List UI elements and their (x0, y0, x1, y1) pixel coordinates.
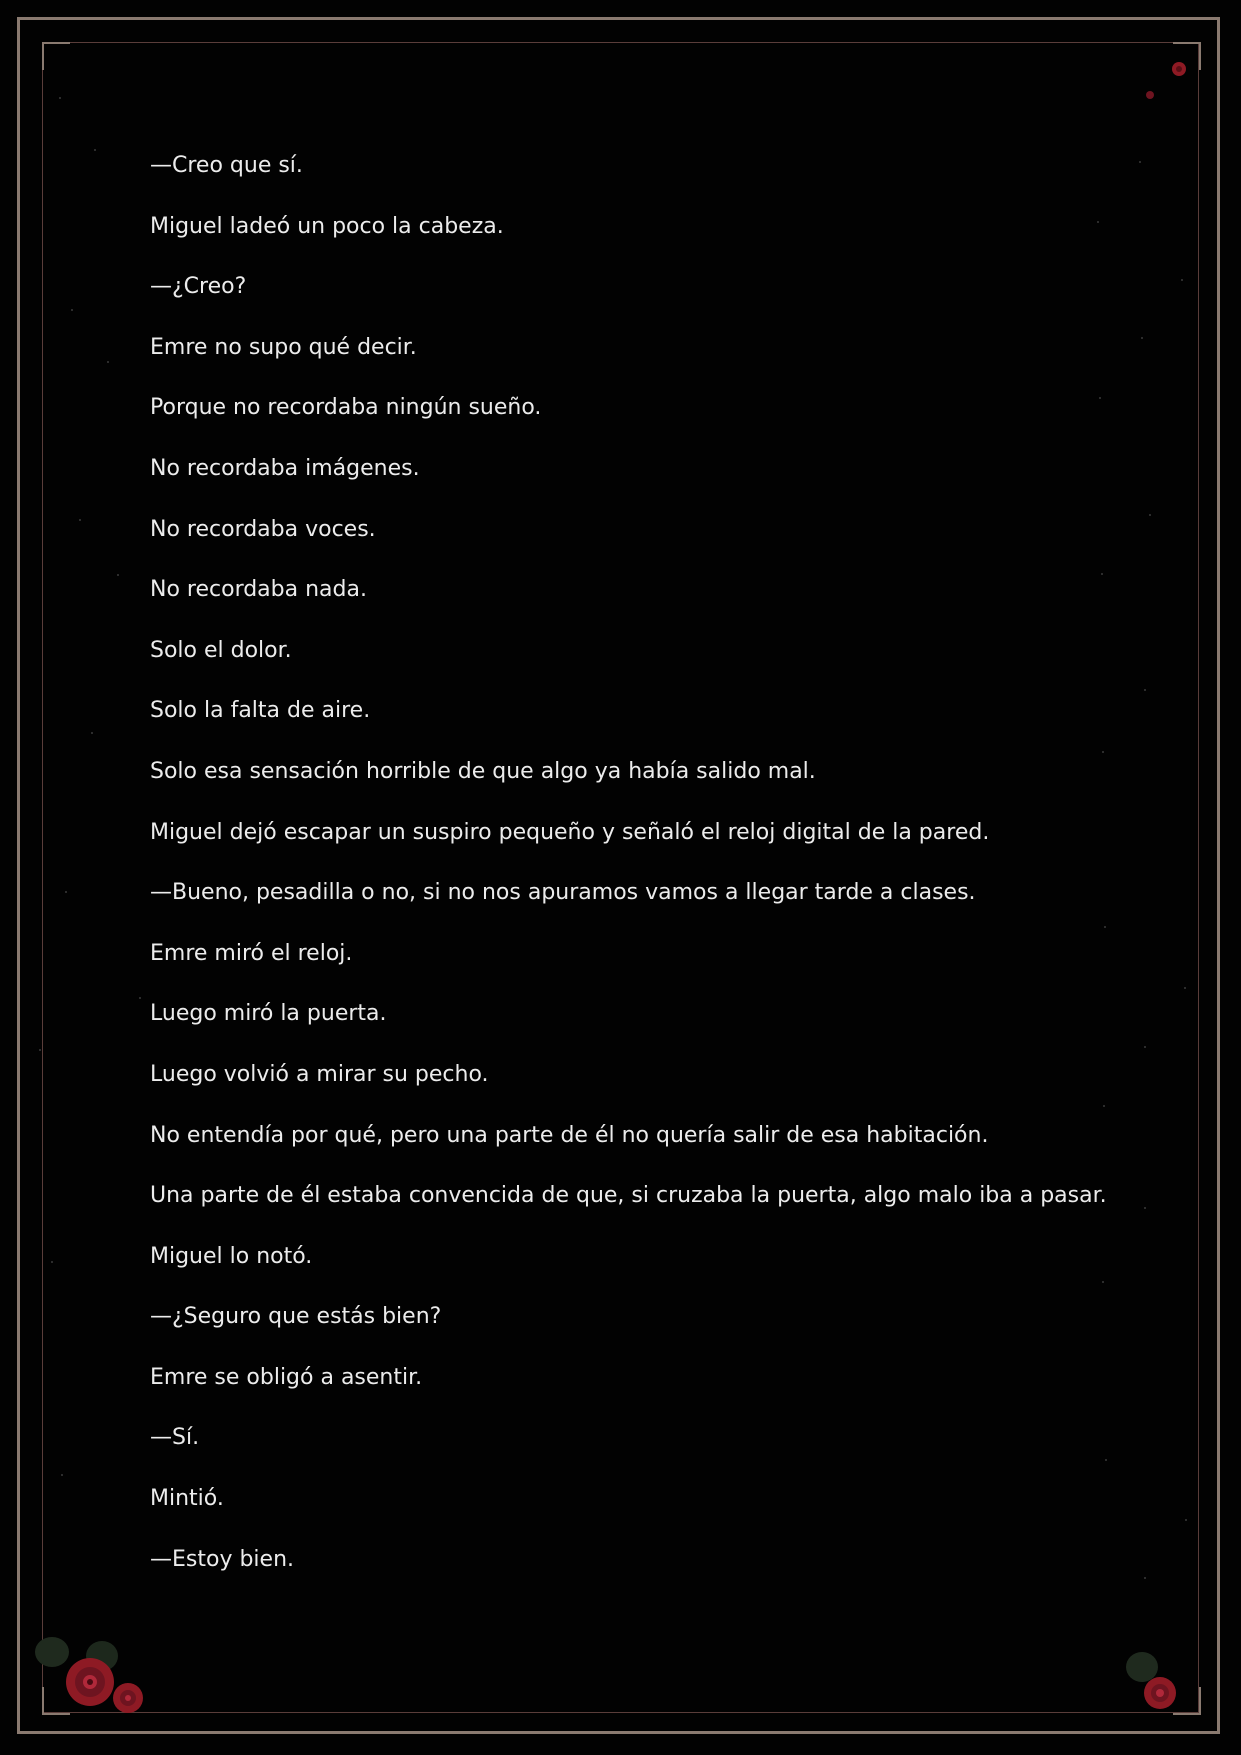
paragraph: Una parte de él estaba convencida de que, si cruzaba la puerta, algo malo iba a pasar. (150, 1183, 1107, 1209)
paragraph: No entendía por qué, pero una parte de él no quería salir de esa habitación. (150, 1122, 989, 1148)
paragraph: —¿Creo? (150, 274, 247, 300)
paragraph: —¿Seguro que estás bien? (150, 1304, 442, 1330)
corner-ornament-top-left (42, 42, 70, 70)
paragraph: Mintió. (150, 1486, 224, 1512)
paragraph: No recordaba nada. (150, 577, 367, 603)
paragraph: Porque no recordaba ningún sueño. (150, 395, 542, 421)
paragraph: No recordaba imágenes. (150, 455, 420, 481)
corner-ornament-top-right (1173, 42, 1201, 70)
paragraph: Luego volvió a mirar su pecho. (150, 1061, 489, 1087)
paragraph: —Estoy bien. (150, 1546, 295, 1572)
paragraph: —Creo que sí. (150, 153, 303, 178)
paragraph: No recordaba voces. (150, 516, 376, 542)
corner-ornament-bottom-right (1173, 1687, 1201, 1715)
paragraph: Emre miró el reloj. (150, 940, 353, 966)
paragraph: —Sí. (150, 1425, 200, 1451)
paragraph: Solo esa sensación horrible de que algo ya había salido mal. (150, 758, 816, 784)
paragraph: Emre se obligó a asentir. (150, 1364, 423, 1390)
paragraph: Miguel dejó escapar un suspiro pequeño y señaló el reloj digital de la pared. (150, 819, 990, 845)
paragraph: —Bueno, pesadilla o no, si no nos apuramos vamos a llegar tarde a clases. (150, 880, 976, 906)
paragraph: Miguel ladeó un poco la cabeza. (150, 213, 504, 239)
paragraph: Luego miró la puerta. (150, 1001, 387, 1027)
paragraph: Emre no supo qué decir. (150, 334, 417, 360)
corner-ornament-bottom-left (42, 1687, 70, 1715)
paragraph: Solo el dolor. (150, 637, 292, 663)
paragraph: Miguel lo notó. (150, 1243, 313, 1269)
paragraph: Solo la falta de aire. (150, 698, 371, 724)
story-text (150, 150, 1110, 1604)
